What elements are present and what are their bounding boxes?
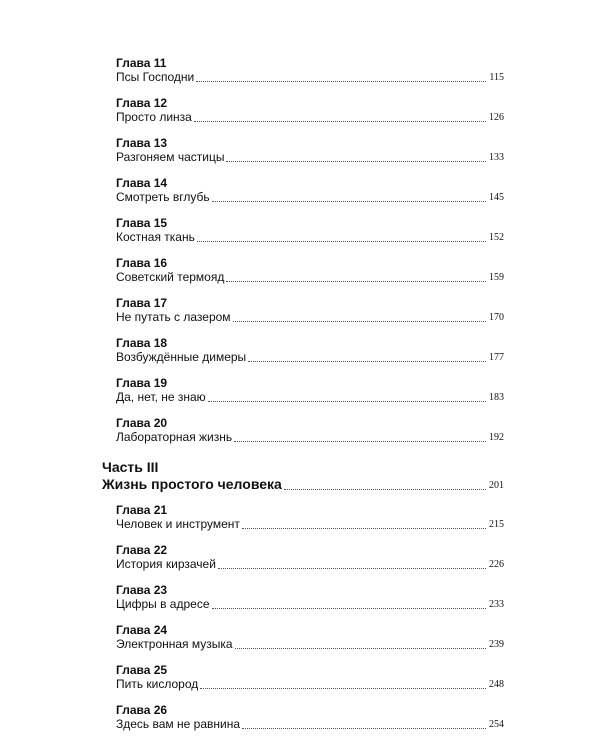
toc-line (116, 717, 504, 732)
chapter-title: Разгоняем частицы (116, 150, 225, 164)
toc-entry-chapter-26 (116, 703, 504, 732)
chapter-label: Глава 20 (116, 416, 168, 430)
dot-leader (233, 321, 486, 322)
table-of-contents (102, 56, 504, 743)
page-number: 192 (489, 432, 504, 443)
toc-entry-chapter-13 (116, 136, 504, 165)
chapter-label: Глава 22 (116, 543, 168, 557)
page-number: 183 (489, 392, 504, 403)
chapter-title: Здесь вам не равнина (116, 717, 240, 731)
page-number: 215 (489, 519, 504, 530)
toc-line (116, 70, 504, 85)
toc-line (116, 677, 504, 692)
toc-entry-chapter-17 (116, 296, 504, 325)
toc-line (116, 597, 504, 612)
toc-line (116, 390, 504, 405)
toc-entry-chapter-16 (116, 256, 504, 285)
toc-entry-chapter-23 (116, 583, 504, 612)
chapter-title: История кирзачей (116, 557, 216, 571)
chapter-label: Глава 13 (116, 136, 168, 150)
dot-leader (242, 728, 486, 729)
page-number: 201 (489, 480, 504, 491)
chapter-title: Человек и инструмент (116, 517, 240, 531)
dot-leader (218, 568, 486, 569)
page-number: 152 (489, 232, 504, 243)
dot-leader (234, 441, 486, 442)
toc-entry-chapter-24 (116, 623, 504, 652)
chapter-label: Глава 21 (116, 503, 168, 517)
toc-part-3 (102, 459, 504, 493)
page-number: 115 (489, 72, 504, 83)
dot-leader (212, 608, 487, 609)
toc-line (116, 190, 504, 205)
toc-line (116, 310, 504, 325)
toc-entry-chapter-22 (116, 543, 504, 572)
toc-entry-chapter-19 (116, 376, 504, 405)
toc-line (116, 150, 504, 165)
dot-leader (194, 121, 486, 122)
toc-line (116, 517, 504, 532)
chapter-title: Лабораторная жизнь (116, 430, 233, 444)
chapter-label: Глава 15 (116, 216, 168, 230)
chapter-title: Электронная музыка (116, 637, 233, 651)
toc-entry-chapter-18 (116, 336, 504, 365)
page-number: 159 (489, 272, 504, 283)
page-number: 233 (489, 599, 504, 610)
toc-line (116, 230, 504, 245)
page-number: 254 (489, 719, 504, 730)
dot-leader (197, 241, 486, 242)
chapter-label: Глава 26 (116, 703, 168, 717)
dot-leader (284, 489, 486, 490)
toc-line (116, 637, 504, 652)
part-label: Часть III (102, 459, 159, 475)
chapter-label: Глава 25 (116, 663, 168, 677)
toc-entry-chapter-11 (116, 56, 504, 85)
toc-line (116, 430, 504, 445)
dot-leader (212, 201, 486, 202)
chapter-label: Глава 16 (116, 256, 168, 270)
page-number: 239 (489, 639, 504, 650)
chapter-label: Глава 19 (116, 376, 168, 390)
dot-leader (226, 161, 486, 162)
chapter-title: Пить кислород (116, 677, 199, 691)
page-number: 226 (489, 559, 504, 570)
page-number: 248 (489, 679, 504, 690)
chapter-title: Просто линза (116, 110, 192, 124)
dot-leader (242, 528, 486, 529)
toc-entry-chapter-15 (116, 216, 504, 245)
toc-entry-chapter-20 (116, 416, 504, 445)
chapter-title: Костная ткань (116, 230, 195, 244)
page-number: 145 (489, 192, 504, 203)
toc-line (116, 270, 504, 285)
toc-entry-chapter-21 (116, 503, 504, 532)
page-number: 133 (489, 152, 504, 163)
chapter-label: Глава 23 (116, 583, 168, 597)
toc-line (116, 110, 504, 125)
chapter-label: Глава 17 (116, 296, 168, 310)
chapter-label: Глава 11 (116, 56, 167, 70)
dot-leader (235, 648, 486, 649)
toc-entry-chapter-14 (116, 176, 504, 205)
chapter-label: Глава 12 (116, 96, 168, 110)
chapter-title: Цифры в адресе (116, 597, 210, 611)
toc-line (116, 350, 504, 365)
chapter-title: Смотреть вглубь (116, 190, 210, 204)
dot-leader (208, 401, 486, 402)
toc-entry-chapter-25 (116, 663, 504, 692)
page-number: 177 (489, 352, 504, 363)
chapter-title: Советский термояд (116, 270, 225, 284)
dot-leader (248, 361, 486, 362)
toc-line (116, 557, 504, 572)
chapter-label: Глава 14 (116, 176, 168, 190)
dot-leader (196, 81, 486, 82)
dot-leader (226, 281, 486, 282)
chapter-label: Глава 18 (116, 336, 168, 350)
chapter-title: Возбуждённые димеры (116, 350, 247, 364)
chapter-title: Не путать с лазером (116, 310, 231, 324)
toc-entry-chapter-12 (116, 96, 504, 125)
toc-line (102, 476, 504, 493)
dot-leader (200, 688, 486, 689)
chapter-title: Псы Господни (116, 70, 195, 84)
chapter-title: Да, нет, не знаю (116, 390, 206, 404)
page-number: 126 (489, 112, 504, 123)
page-number: 170 (489, 312, 504, 323)
part-title: Жизнь простого человека (102, 476, 282, 492)
chapter-label: Глава 24 (116, 623, 168, 637)
